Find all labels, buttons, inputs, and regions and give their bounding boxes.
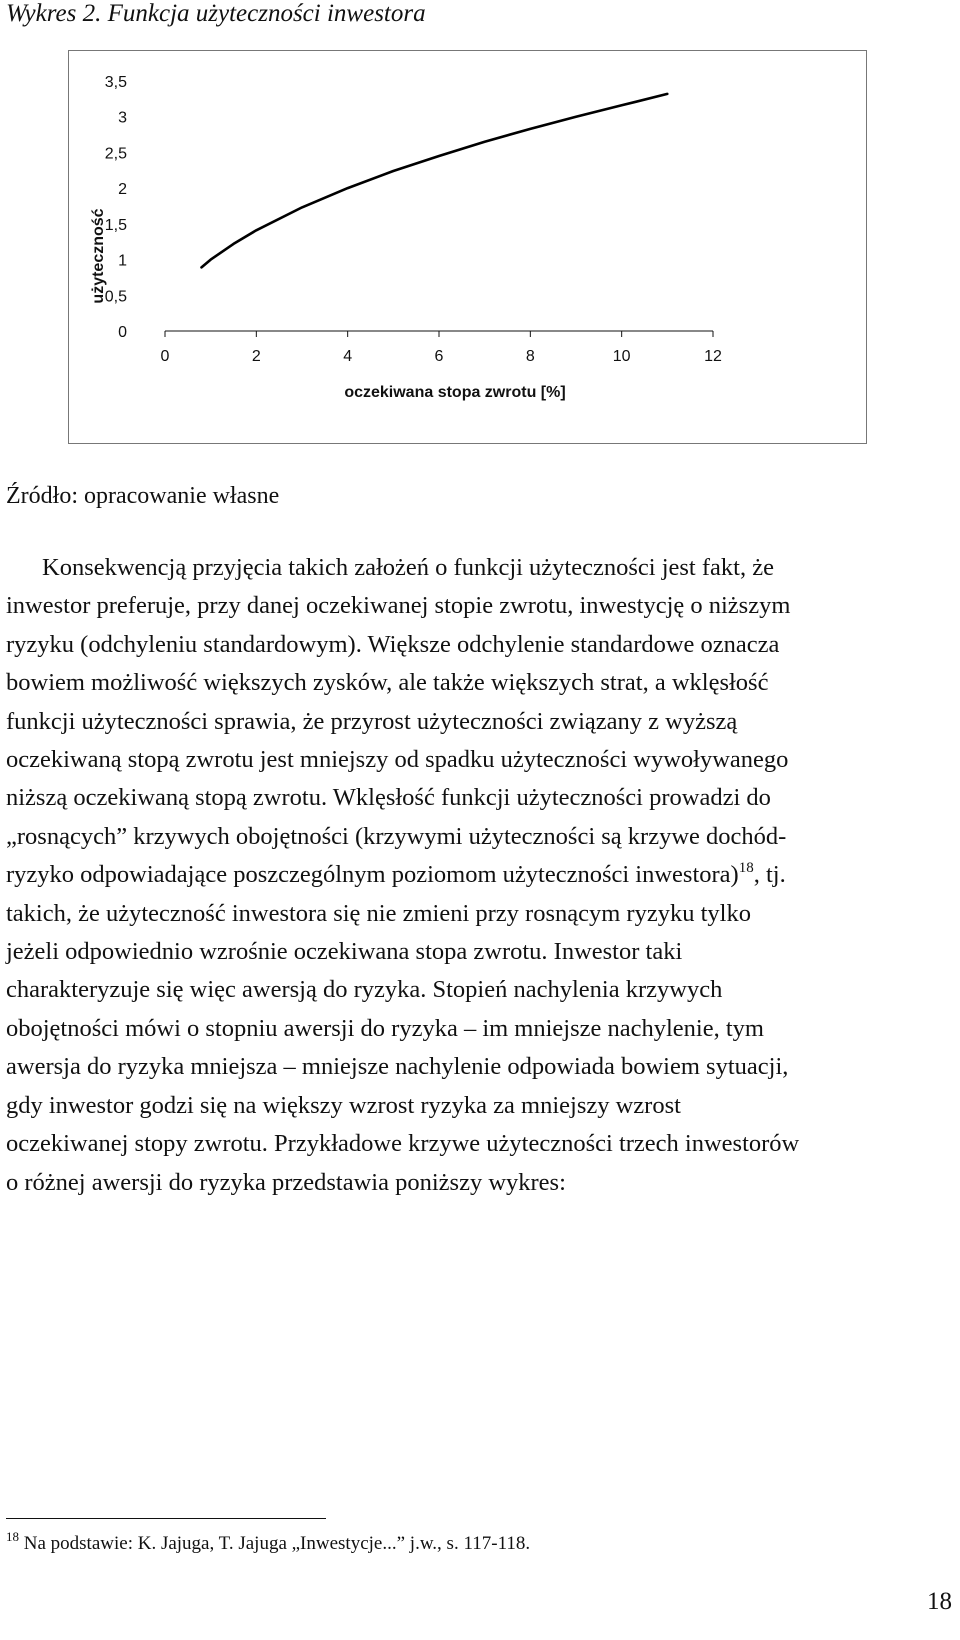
paragraph-line-tail: , tj. [753, 861, 786, 889]
paragraph-line: jeżeli odpowiednio wzrośnie oczekiwana stopa zwrotu. Inwestor taki [6, 938, 683, 966]
y-tick-label: 3,5 [104, 74, 127, 91]
paragraph-line: bowiem możliwość większych zysków, ale także większych strat, a wklęsłość [6, 669, 769, 697]
x-tick-label: 0 [160, 348, 170, 365]
page-number: 18 [927, 1588, 952, 1615]
utility-function-chart [69, 51, 866, 443]
paragraph-line: o różnej awersji do ryzyka przedstawia poniższy wykres: [6, 1168, 566, 1196]
paragraph-line: obojętności mówi o stopniu awersji do ryzyka – im mniejsze nachylenie, tym [6, 1014, 764, 1042]
y-tick-label: 2 [118, 181, 127, 199]
chart-container [68, 50, 867, 444]
paragraph-line: charakteryzuje się więc awersją do ryzyka. Stopień nachylenia krzywych [6, 976, 723, 1004]
x-tick-label: 6 [434, 348, 444, 365]
y-tick-label: 3 [118, 109, 127, 127]
x-tick-label: 4 [343, 348, 353, 365]
paragraph-line: takich, że użyteczność inwestora się nie zmieni przy rosnącym ryzyku tylko [6, 899, 751, 927]
footnote-text: Na podstawie: K. Jajuga, T. Jajuga „Inwestycje...” j.w., s. 117-118. [19, 1533, 531, 1554]
footnote-reference[interactable]: 18 [738, 860, 754, 877]
x-axis-label: oczekiwana stopa zwrotu [%] [344, 384, 566, 401]
y-tick-label: 2,5 [104, 145, 127, 163]
y-tick-label: 1 [118, 252, 127, 270]
paragraph-line: inwestor preferuje, przy danej oczekiwanej stopie zwrotu, inwestycję o niższym [6, 592, 791, 620]
y-tick-label: 0 [118, 324, 127, 341]
paragraph-line: ryzyku (odchyleniu standardowym). Większe odchylenie standardowe oznacza [6, 630, 780, 658]
footnote-number: 18 [6, 1529, 19, 1544]
paragraph-line: funkcji użyteczności sprawia, że przyrost użyteczności związany z wyższą [6, 707, 738, 735]
footnote-separator [6, 1518, 326, 1519]
footnote [6, 1529, 531, 1555]
paragraph-line: „rosnących” krzywych obojętności (krzywymi użyteczności są krzywe dochód- [6, 822, 787, 850]
paragraph-line: Konsekwencją przyjęcia takich założeń o funkcji użyteczności jest fakt, że [42, 554, 774, 581]
x-tick-label: 8 [525, 348, 535, 365]
x-tick-label: 10 [612, 348, 631, 365]
x-tick-label: 12 [704, 348, 722, 365]
paragraph-line [6, 856, 954, 894]
body-paragraph [6, 549, 954, 1202]
paragraph-line: oczekiwaną stopą zwrotu jest mniejszy od spadku użyteczności wywoływanego [6, 746, 789, 774]
y-tick-label: 1,5 [104, 216, 127, 234]
x-tick-label: 2 [251, 348, 261, 365]
figure-caption: Wykres 2. Funkcja użyteczności inwestora [6, 0, 426, 27]
paragraph-line-text: ryzyko odpowiadające poszczególnym poziomom użyteczności inwestora) [6, 861, 739, 889]
y-tick-label: 0,5 [104, 288, 127, 306]
paragraph-line: niższą oczekiwaną stopą zwrotu. Wklęsłość funkcji użyteczności prowadzi do [6, 784, 771, 812]
utility-curve [202, 94, 668, 268]
source-note: Źródło: opracowanie własne [6, 483, 280, 509]
paragraph-line: awersja do ryzyka mniejsza – mniejsze nachylenie odpowiada bowiem sytuacji, [6, 1053, 789, 1081]
y-axis-label: użyteczność [90, 208, 107, 304]
paragraph-line: gdy inwestor godzi się na większy wzrost ryzyka za mniejszy wzrost [6, 1091, 681, 1119]
paragraph-line: oczekiwanej stopy zwrotu. Przykładowe krzywe użyteczności trzech inwestorów [6, 1130, 800, 1158]
